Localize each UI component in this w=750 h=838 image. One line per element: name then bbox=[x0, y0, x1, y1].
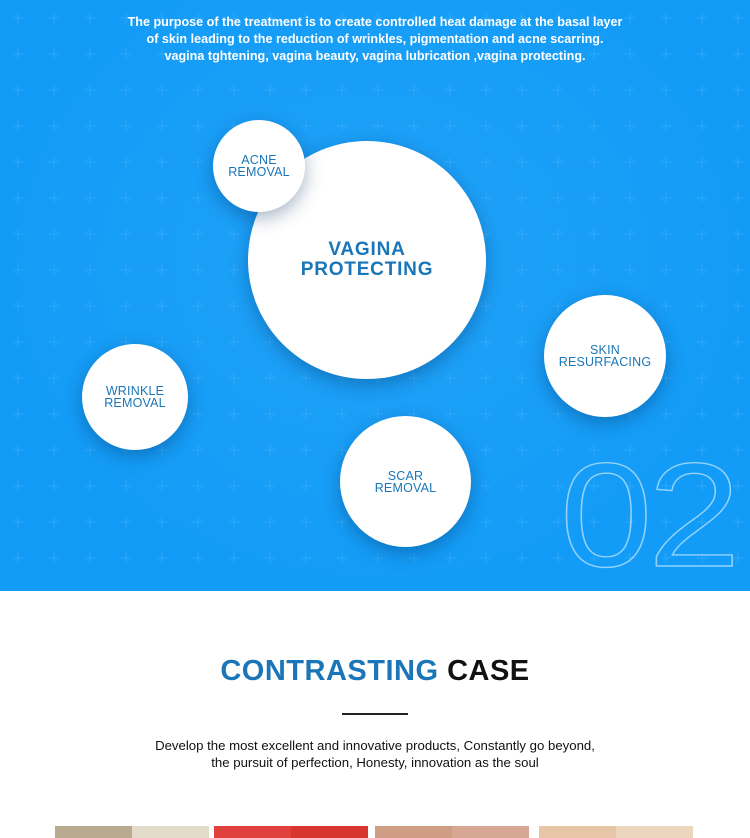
heading-divider bbox=[342, 713, 408, 715]
before-photo bbox=[539, 826, 616, 838]
skin-resurfacing-label-1: SKIN bbox=[590, 343, 620, 357]
case-thumbnail-strip bbox=[55, 826, 695, 838]
before-photo bbox=[55, 826, 132, 838]
scar-removal-circle bbox=[340, 416, 471, 547]
before-photo bbox=[375, 826, 452, 838]
description-line-2: the pursuit of perfection, Honesty, innovation as the soul bbox=[211, 755, 539, 770]
contrasting-description bbox=[80, 737, 670, 771]
skin-resurfacing-label-2: RESURFACING bbox=[558, 355, 652, 369]
after-photo bbox=[452, 826, 529, 838]
description-line-1: Develop the most excellent and innovative products, Constantly go beyond, bbox=[155, 738, 595, 753]
case-thumbnail-2[interactable] bbox=[214, 826, 368, 838]
after-photo bbox=[616, 826, 693, 838]
skin-resurfacing-circle bbox=[544, 295, 666, 417]
intro-line-3: vagina tghtening, vagina beauty, vagina lubrication ,vagina protecting. bbox=[164, 49, 586, 63]
vagina-protecting-label-2: PROTECTING bbox=[300, 259, 434, 280]
case-thumbnail-3[interactable] bbox=[375, 826, 529, 838]
section-number-text: 02 bbox=[560, 440, 736, 580]
acne-removal-circle bbox=[213, 120, 305, 212]
case-thumbnail-1[interactable] bbox=[55, 826, 209, 838]
heading-rest-word: CASE bbox=[447, 655, 530, 687]
section-number bbox=[560, 440, 740, 580]
vagina-protecting-label-1: VAGINA bbox=[328, 239, 406, 260]
scar-removal-label-1: SCAR bbox=[387, 468, 424, 483]
heading-accent-word: CONTRASTING bbox=[220, 655, 439, 687]
after-photo bbox=[132, 826, 209, 838]
case-thumbnail-4[interactable] bbox=[539, 826, 693, 838]
contrasting-case-heading bbox=[0, 655, 750, 688]
wrinkle-removal-circle bbox=[82, 344, 188, 450]
intro-line-1: The purpose of the treatment is to create controlled heat damage at the basal layer bbox=[127, 15, 623, 29]
acne-removal-label-1: ACNE bbox=[241, 153, 277, 167]
scar-removal-label-2: REMOVAL bbox=[374, 480, 437, 495]
wrinkle-removal-label-1: WRINKLE bbox=[105, 384, 165, 398]
acne-removal-label-2: REMOVAL bbox=[228, 165, 290, 179]
treatment-intro-text bbox=[60, 14, 690, 65]
after-photo bbox=[291, 826, 368, 838]
intro-line-2: of skin leading to the reduction of wrinkles, pigmentation and acne scarring. bbox=[146, 32, 604, 46]
before-photo bbox=[214, 826, 291, 838]
wrinkle-removal-label-2: REMOVAL bbox=[104, 396, 166, 410]
